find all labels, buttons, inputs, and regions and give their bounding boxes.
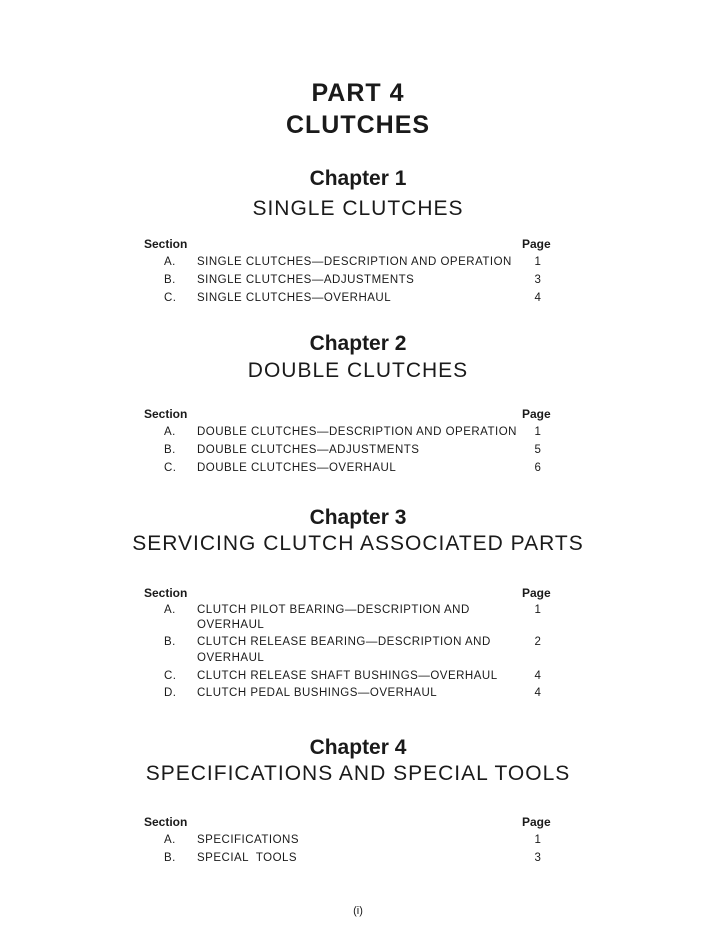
entry-letter: A. bbox=[164, 604, 176, 616]
entry-page: 6 bbox=[534, 462, 542, 474]
entry-page: 2 bbox=[534, 636, 542, 648]
page-header: Page bbox=[522, 407, 551, 421]
entry-letter: C. bbox=[164, 670, 177, 682]
entry-title: DOUBLE CLUTCHES—OVERHAUL bbox=[197, 462, 397, 474]
entry-title: SPECIFICATIONS bbox=[197, 834, 299, 846]
chapter-2-number: Chapter 2 bbox=[309, 332, 407, 355]
chapter-3-number: Chapter 3 bbox=[309, 506, 407, 529]
entry-page: 3 bbox=[534, 852, 542, 864]
section-header: Section bbox=[144, 237, 188, 251]
entry-title: DOUBLE CLUTCHES—DESCRIPTION AND OPERATION bbox=[197, 426, 517, 438]
entry-title: CLUTCH RELEASE SHAFT BUSHINGS—OVERHAUL bbox=[197, 670, 498, 682]
entry-page: 1 bbox=[534, 256, 542, 268]
entry-title: CLUTCH PEDAL BUSHINGS—OVERHAUL bbox=[197, 687, 438, 699]
entry-title: SINGLE CLUTCHES—DESCRIPTION AND OPERATION bbox=[197, 256, 512, 268]
chapter-1-name: SINGLE CLUTCHES bbox=[252, 197, 464, 220]
chapter-4-name: SPECIFICATIONS AND SPECIAL TOOLS bbox=[145, 762, 571, 785]
entry-title: SINGLE CLUTCHES—ADJUSTMENTS bbox=[197, 274, 415, 286]
entry-title: SPECIAL TOOLS bbox=[197, 852, 298, 864]
entry-letter: B. bbox=[164, 852, 176, 864]
page-header: Page bbox=[522, 586, 551, 600]
chapter-1-number: Chapter 1 bbox=[309, 167, 407, 190]
entry-title: CLUTCH RELEASE BEARING—DESCRIPTION AND bbox=[197, 636, 491, 648]
entry-letter: A. bbox=[164, 256, 176, 268]
entry-page: 3 bbox=[534, 274, 542, 286]
page-number-footer: (i) bbox=[353, 905, 363, 917]
chapter-2-name: DOUBLE CLUTCHES bbox=[247, 359, 469, 382]
entry-page: 4 bbox=[534, 687, 542, 699]
entry-letter: B. bbox=[164, 444, 176, 456]
entry-page: 1 bbox=[534, 834, 542, 846]
page-header: Page bbox=[522, 237, 551, 251]
entry-letter: A. bbox=[164, 834, 176, 846]
entry-title: SINGLE CLUTCHES—OVERHAUL bbox=[197, 292, 392, 304]
section-header: Section bbox=[144, 815, 188, 829]
entry-letter: D. bbox=[164, 687, 177, 699]
entry-page: 5 bbox=[534, 444, 542, 456]
chapter-4-number: Chapter 4 bbox=[309, 736, 407, 759]
section-header: Section bbox=[144, 586, 188, 600]
entry-page: 1 bbox=[534, 604, 542, 616]
part-title: CLUTCHES bbox=[285, 111, 431, 139]
entry-title-continued: OVERHAUL bbox=[197, 619, 265, 631]
entry-letter: C. bbox=[164, 462, 177, 474]
entry-letter: B. bbox=[164, 274, 176, 286]
part-number: PART 4 bbox=[311, 79, 405, 107]
section-header: Section bbox=[144, 407, 188, 421]
entry-title: CLUTCH PILOT BEARING—DESCRIPTION AND bbox=[197, 604, 470, 616]
chapter-3-name: SERVICING CLUTCH ASSOCIATED PARTS bbox=[132, 532, 584, 555]
entry-page: 4 bbox=[534, 670, 542, 682]
entry-letter: C. bbox=[164, 292, 177, 304]
entry-letter: B. bbox=[164, 636, 176, 648]
entry-page: 1 bbox=[534, 426, 542, 438]
entry-title: DOUBLE CLUTCHES—ADJUSTMENTS bbox=[197, 444, 420, 456]
entry-title-continued: OVERHAUL bbox=[197, 652, 265, 664]
page-header: Page bbox=[522, 815, 551, 829]
entry-letter: A. bbox=[164, 426, 176, 438]
entry-page: 4 bbox=[534, 292, 542, 304]
